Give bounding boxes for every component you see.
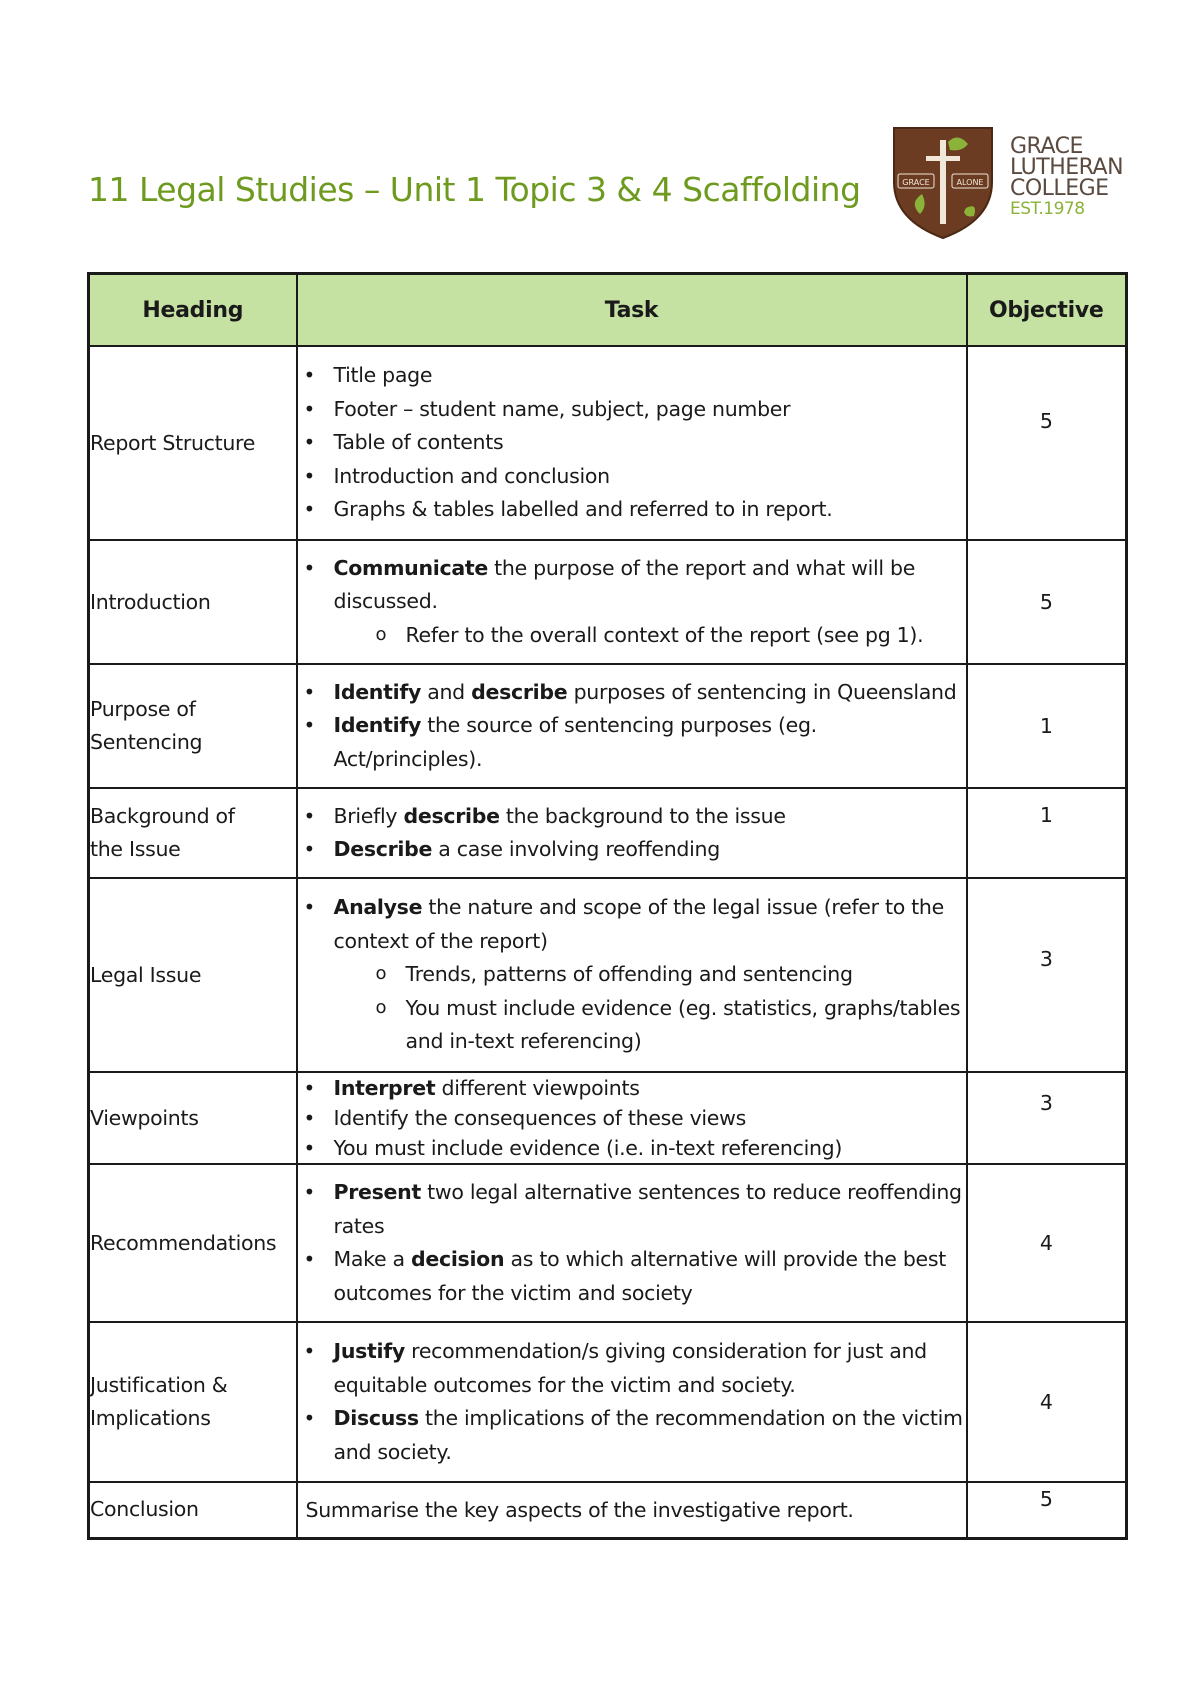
- table-row: [89, 1072, 1127, 1164]
- list-item-text: as to which alternative will provide the best outcomes for the victim and society: [333, 1247, 946, 1305]
- row-task: [297, 878, 967, 1072]
- verb: decision: [411, 1247, 505, 1271]
- logo-line-2: LUTHERAN: [1010, 155, 1124, 180]
- sub-list-item: o Trends, patterns of offending and sentencing: [298, 958, 966, 992]
- verb: describe: [471, 679, 568, 704]
- header-objective: Objective: [967, 274, 1127, 347]
- verb: Discuss: [333, 1406, 419, 1430]
- list-item-text: recommendation/s giving consideration for just and equitable outcomes for the victim and society.: [333, 1339, 927, 1397]
- row-objective: 3: [967, 1072, 1127, 1164]
- row-task: Summarise the key aspects of the investigative report.: [297, 1482, 967, 1538]
- table-row: [89, 878, 1127, 1072]
- list-item: [298, 676, 966, 710]
- list-item-text: two legal alternative sentences to reduce reoffending rates: [333, 1180, 962, 1238]
- row-heading: Viewpoints: [89, 1072, 297, 1164]
- list-item: [298, 1176, 966, 1243]
- row-heading: [89, 788, 297, 878]
- verb: Present: [333, 1180, 421, 1204]
- row-heading: [89, 1322, 297, 1482]
- list-item: • Introduction and conclusion: [298, 460, 966, 494]
- verb: Interpret: [333, 1076, 436, 1100]
- list-item-text: the implications of the recommendation on the victim and society.: [333, 1406, 963, 1464]
- row-objective: 5: [967, 1482, 1127, 1538]
- verb: Identify: [333, 713, 422, 738]
- list-item: [298, 1073, 966, 1103]
- list-item-text: and: [421, 679, 472, 704]
- list-item-text: different viewpoints: [435, 1076, 640, 1100]
- row-task: [297, 788, 967, 878]
- heading-line: Implications: [90, 1406, 211, 1430]
- list-item: [298, 1243, 966, 1310]
- header-heading: Heading: [89, 274, 297, 347]
- table-row: [89, 664, 1127, 788]
- heading-line: Justification &: [90, 1373, 228, 1397]
- list-item: • Footer – student name, subject, page number: [298, 393, 966, 427]
- sub-list-item: o Refer to the overall context of the report (see pg 1).: [298, 619, 966, 653]
- verb: Identify: [333, 679, 422, 704]
- row-objective: 4: [967, 1164, 1127, 1322]
- list-item: • Table of contents: [298, 426, 966, 460]
- list-item: [298, 800, 966, 834]
- list-item: [298, 833, 966, 867]
- verb: describe: [403, 803, 500, 828]
- heading-line: the Issue: [90, 837, 181, 861]
- logo-line-1: GRACE: [1010, 134, 1083, 159]
- row-objective: 3: [967, 878, 1127, 1072]
- list-item: [298, 709, 966, 776]
- heading-line: Sentencing: [90, 730, 203, 754]
- row-task: [297, 1072, 967, 1164]
- scaffolding-table: [87, 272, 1128, 1540]
- heading-line: Background of: [90, 804, 235, 828]
- table-row: [89, 346, 1127, 540]
- table-header-row: [89, 274, 1127, 347]
- row-task: [297, 540, 967, 664]
- college-logo: [888, 122, 1124, 242]
- list-item-text: purposes of sentencing in Queensland: [567, 679, 957, 704]
- list-item: [298, 891, 966, 958]
- table-row: [89, 788, 1127, 878]
- logo-line-3: COLLEGE: [1010, 176, 1109, 201]
- list-item-text: Make a: [333, 1247, 411, 1271]
- row-task: [297, 346, 967, 540]
- row-heading: [89, 664, 297, 788]
- logo-wordmark: [1010, 136, 1123, 220]
- page-title: 11 Legal Studies – Unit 1 Topic 3 & 4 Scaffolding: [88, 170, 861, 209]
- list-item-text: the background to the issue: [499, 803, 786, 828]
- list-item-text: the nature and scope of the legal issue (refer to the context of the report): [333, 895, 944, 953]
- row-objective: 1: [967, 664, 1127, 788]
- heading-line: Purpose of: [90, 697, 196, 721]
- list-item: [298, 1335, 966, 1402]
- verb: Analyse: [333, 895, 423, 920]
- list-item: [298, 552, 966, 619]
- table-row: [89, 1164, 1127, 1322]
- logo-established: EST.1978: [1010, 199, 1085, 219]
- sub-list-item: o You must include evidence (eg. statistics, graphs/tables and in-text referencing): [298, 992, 966, 1059]
- row-objective: 4: [967, 1322, 1127, 1482]
- row-heading: Recommendations: [89, 1164, 297, 1322]
- list-item-text: a case involving reoffending: [432, 837, 720, 861]
- header-task: Task: [297, 274, 967, 347]
- list-item: [298, 1402, 966, 1469]
- row-heading: Conclusion: [89, 1482, 297, 1538]
- row-heading: Report Structure: [89, 346, 297, 540]
- shield-left-text: GRACE: [902, 178, 930, 187]
- list-item: • Graphs & tables labelled and referred to in report.: [298, 493, 966, 527]
- row-task: [297, 664, 967, 788]
- verb: Justify: [333, 1339, 405, 1363]
- shield-right-text: ALONE: [956, 178, 984, 187]
- table-row: [89, 1482, 1127, 1538]
- verb: Describe: [333, 837, 433, 861]
- list-item-text: the source of sentencing purposes (eg. Act/principles).: [333, 713, 817, 771]
- list-item: • You must include evidence (i.e. in-text referencing): [298, 1133, 966, 1163]
- list-item: • Title page: [298, 359, 966, 393]
- row-task: [297, 1322, 967, 1482]
- table-row: [89, 1322, 1127, 1482]
- verb: Communicate: [333, 555, 488, 580]
- shield-icon: [888, 122, 998, 242]
- row-heading: Legal Issue: [89, 878, 297, 1072]
- table-row: [89, 540, 1127, 664]
- list-item-text: Briefly: [333, 803, 404, 828]
- row-heading: Introduction: [89, 540, 297, 664]
- list-item: • Identify the consequences of these views: [298, 1103, 966, 1133]
- row-objective: 5: [967, 346, 1127, 540]
- row-objective: 5: [967, 540, 1127, 664]
- row-objective: 1: [967, 788, 1127, 878]
- row-task: [297, 1164, 967, 1322]
- list-item-text: the purpose of the report and what will be discussed.: [333, 555, 916, 614]
